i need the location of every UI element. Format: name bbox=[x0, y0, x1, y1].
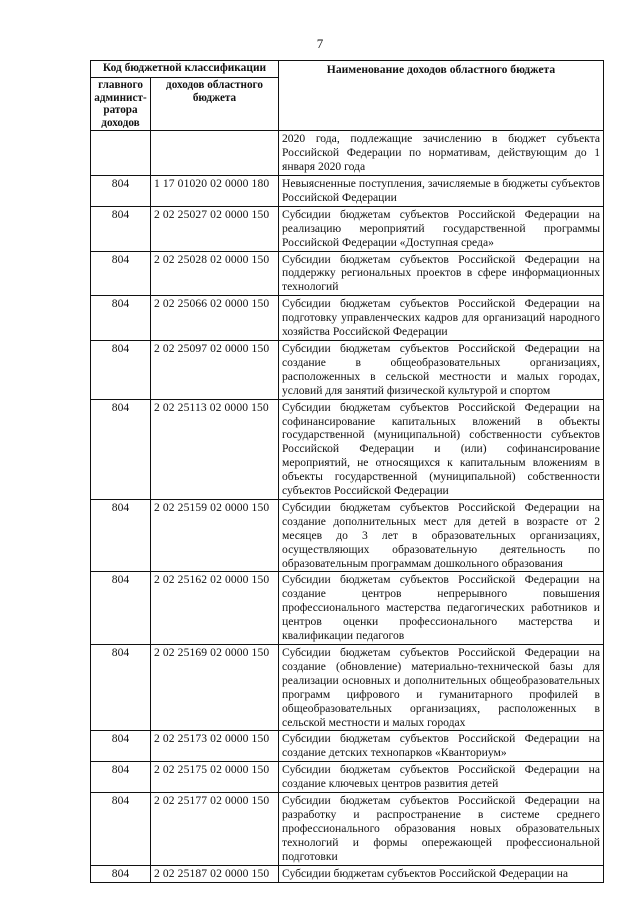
admin-code-cell: 804 bbox=[91, 499, 151, 572]
income-code-cell bbox=[151, 131, 279, 176]
table-row bbox=[91, 731, 604, 762]
header-classification: Код бюджетной классификации bbox=[91, 61, 279, 78]
table-row bbox=[91, 865, 604, 882]
header-admin: главного админист-ратора доходов bbox=[91, 77, 151, 130]
income-code-cell: 2 02 25173 02 0000 150 bbox=[151, 731, 279, 762]
table-row bbox=[91, 131, 604, 176]
header-name: Наименование доходов областного бюджета bbox=[279, 61, 604, 131]
description-cell: Субсидии бюджетам субъектов Российской Федерации на разработку и распространение в системе среднего профессионального образования новых образовательных технологий и формы опережающей профессиональной подготовки bbox=[279, 793, 604, 866]
description-cell: Субсидии бюджетам субъектов Российской Федерации на создание детских технопарков «Кванториум» bbox=[279, 731, 604, 762]
table-row bbox=[91, 793, 604, 866]
description-cell: Субсидии бюджетам субъектов Российской Федерации на создание ключевых центров развития детей bbox=[279, 762, 604, 793]
admin-code-cell bbox=[91, 131, 151, 176]
income-code-cell: 2 02 25159 02 0000 150 bbox=[151, 499, 279, 572]
income-code-cell: 2 02 25066 02 0000 150 bbox=[151, 296, 279, 341]
table-row bbox=[91, 645, 604, 731]
description-cell: Субсидии бюджетам субъектов Российской Федерации на создание центров непрерывного повышения профессионального мастерства педагогических работников и центров оценки профессионального мастерства и квалификации педагогов bbox=[279, 572, 604, 645]
budget-classification-table bbox=[90, 60, 604, 883]
income-code-cell: 2 02 25027 02 0000 150 bbox=[151, 206, 279, 251]
description-cell: Невыясненные поступления, зачисляемые в бюджеты субъектов Российской Федерации bbox=[279, 176, 604, 207]
description-cell: Субсидии бюджетам субъектов Российской Федерации на создание дополнительных мест для детей в возрасте от 2 месяцев до 3 лет в образовательных организациях, осуществляющих образовательную деятельность по образовательным программам дошкольного образования bbox=[279, 499, 604, 572]
admin-code-cell: 804 bbox=[91, 206, 151, 251]
description-cell: Субсидии бюджетам субъектов Российской Федерации на подготовку управленческих кадров для организаций народного хозяйства Российской Федерации bbox=[279, 296, 604, 341]
admin-code-cell: 804 bbox=[91, 645, 151, 731]
income-code-cell: 2 02 25169 02 0000 150 bbox=[151, 645, 279, 731]
table-row bbox=[91, 762, 604, 793]
admin-code-cell: 804 bbox=[91, 296, 151, 341]
admin-code-cell: 804 bbox=[91, 762, 151, 793]
table-row bbox=[91, 251, 604, 296]
income-code-cell: 2 02 25162 02 0000 150 bbox=[151, 572, 279, 645]
income-code-cell: 1 17 01020 02 0000 180 bbox=[151, 176, 279, 207]
income-code-cell: 2 02 25175 02 0000 150 bbox=[151, 762, 279, 793]
admin-code-cell: 804 bbox=[91, 793, 151, 866]
table-row bbox=[91, 296, 604, 341]
description-cell: Субсидии бюджетам субъектов Российской Федерации на bbox=[279, 865, 604, 882]
admin-code-cell: 804 bbox=[91, 572, 151, 645]
admin-code-cell: 804 bbox=[91, 251, 151, 296]
income-code-cell: 2 02 25097 02 0000 150 bbox=[151, 340, 279, 399]
header-income: доходов областного бюджета bbox=[151, 77, 279, 130]
admin-code-cell: 804 bbox=[91, 176, 151, 207]
admin-code-cell: 804 bbox=[91, 340, 151, 399]
table-row bbox=[91, 399, 604, 499]
table-row bbox=[91, 340, 604, 399]
table-row bbox=[91, 572, 604, 645]
table-row bbox=[91, 499, 604, 572]
income-code-cell: 2 02 25028 02 0000 150 bbox=[151, 251, 279, 296]
description-cell: Субсидии бюджетам субъектов Российской Федерации на создание в общеобразовательных организациях, расположенных в сельской местности и малых городах, условий для занятий физической культурой и спортом bbox=[279, 340, 604, 399]
description-cell: Субсидии бюджетам субъектов Российской Федерации на реализацию мероприятий государственной программы Российской Федерации «Доступная среда» bbox=[279, 206, 604, 251]
description-cell: Субсидии бюджетам субъектов Российской Федерации на создание (обновление) материально-технической базы для реализации основных и дополнительных общеобразовательных программ цифрового и гуманитарного профилей в общеобразовательных организациях, расположенных в сельской местности и малых городах bbox=[279, 645, 604, 731]
description-cell: Субсидии бюджетам субъектов Российской Федерации на поддержку региональных проектов в сфере информационных технологий bbox=[279, 251, 604, 296]
table-row bbox=[91, 206, 604, 251]
income-code-cell: 2 02 25177 02 0000 150 bbox=[151, 793, 279, 866]
admin-code-cell: 804 bbox=[91, 399, 151, 499]
admin-code-cell: 804 bbox=[91, 865, 151, 882]
income-code-cell: 2 02 25113 02 0000 150 bbox=[151, 399, 279, 499]
income-code-cell: 2 02 25187 02 0000 150 bbox=[151, 865, 279, 882]
table-row bbox=[91, 176, 604, 207]
description-cell: 2020 года, подлежащие зачислению в бюджет субъекта Российской Федерации по нормативам, действующим до 1 января 2020 года bbox=[279, 131, 604, 176]
admin-code-cell: 804 bbox=[91, 731, 151, 762]
page-number: 7 bbox=[316, 36, 324, 51]
description-cell: Субсидии бюджетам субъектов Российской Федерации на софинансирование капитальных вложений в объекты государственной (муниципальной) собственности субъектов Российской Федерации и (или) софинансирование мероприятий, не относящихся к капитальным вложениям в объекты государственной (муниципальной) собственности субъектов Российской Федерации bbox=[279, 399, 604, 499]
